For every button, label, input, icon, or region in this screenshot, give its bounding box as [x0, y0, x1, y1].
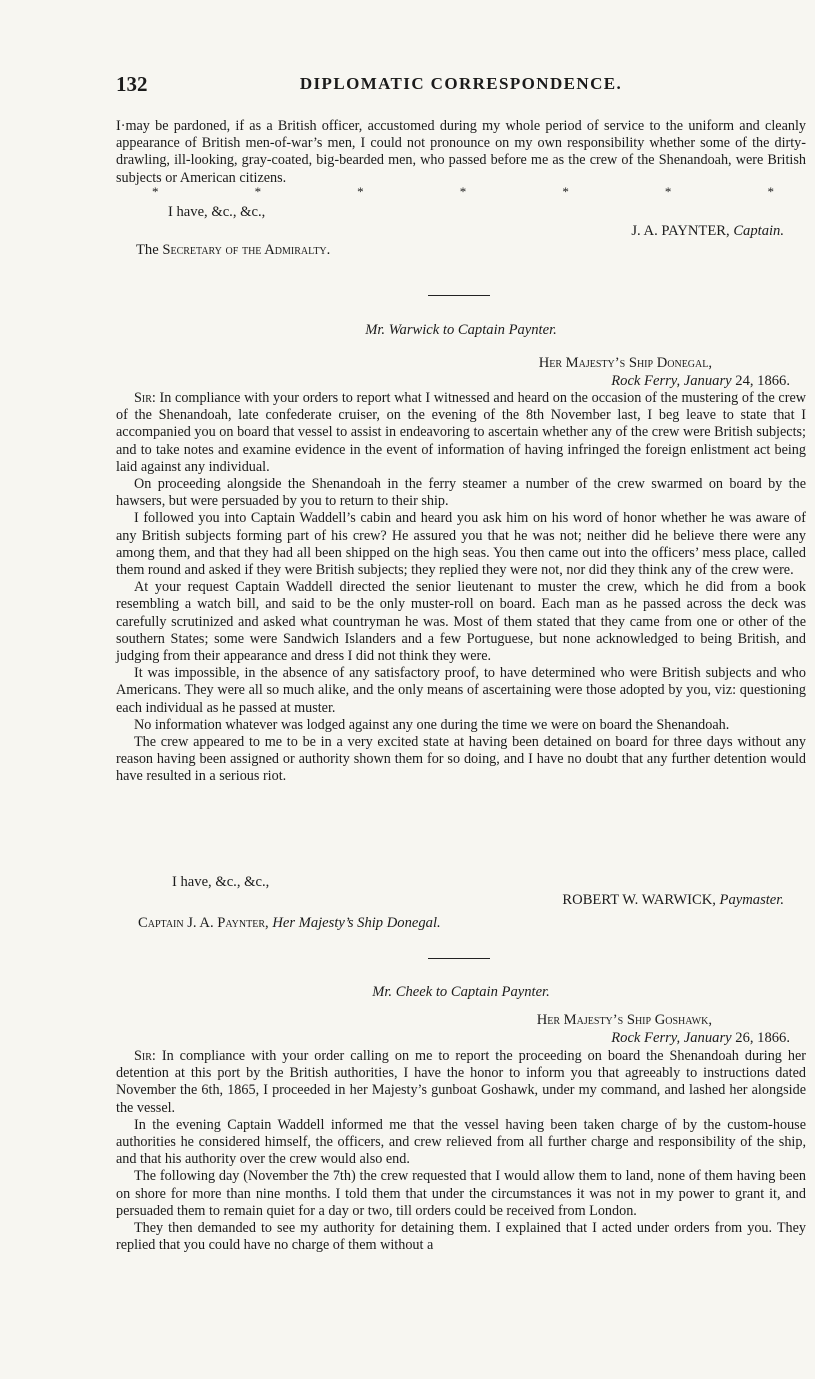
letter1-paragraph: The crew appeared to me to be in a very excited state at having been detained on board for three days without any reason having been assigned or authority shown them for so doing, and I have no doubt that any further detention would have resulted in a serious riot. [116, 734, 806, 785]
letter1-addressee-ship: Her Majesty’s Ship Donegal. [272, 915, 441, 931]
letter1-salutation: Sir: [134, 390, 156, 406]
letter1-paragraph: On proceeding alongside the Shenandoah in the ferry steamer a number of the crew swarmed on board by the hawsers, but were persuaded by you to return to their ship. [116, 476, 806, 510]
letter1-signer-title: Paymaster. [719, 892, 784, 908]
intro-addressee [116, 241, 806, 260]
intro-block [116, 118, 806, 260]
page-number: 132 [116, 72, 148, 96]
letter1-signature [116, 892, 806, 909]
letter2-address [116, 1012, 806, 1047]
letter1-paragraph: It was impossible, in the absence of any satisfactory proof, to have determined who were British subjects and who Americans. They were all so much alike, and the only means of ascertaining were those adopted by you, viz: questioning each individual as he passed at muster. [116, 665, 806, 716]
intro-signature [116, 222, 806, 241]
letter1-place: Rock Ferry, [611, 372, 681, 389]
running-head [116, 72, 806, 98]
intro-signer-title: Captain. [733, 222, 784, 239]
letter2-month: January [683, 1029, 732, 1046]
letter1-body [116, 390, 806, 786]
intro-signer-name: J. A. PAYNTER, [631, 222, 730, 239]
letter2-dateline [116, 1030, 806, 1048]
ellipsis-stars: * * * * * * * [152, 183, 774, 199]
letter2-paragraph: They then demanded to see my authority for detaining them. I explained that I acted under orders from you. They replied that you could have no charge of them without a [116, 1220, 806, 1254]
letter2-place: Rock Ferry, [611, 1029, 681, 1046]
letter1-ship: Her Majesty’s Ship Donegal, [538, 355, 712, 371]
letter2-date: 26, 1866. [735, 1029, 790, 1046]
letter2-paragraph: The following day (November the 7th) the crew requested that I would allow them to land, none of them having been on shore for more than nine months. I told them that under the circumstances it was not in my power to grant it, and persuaded them to remain quiet for a day or two, till orders could be received from London. [116, 1168, 806, 1219]
letter2-body [116, 1048, 806, 1254]
intro-addressee-name: Secretary of the Admiralty. [162, 241, 331, 258]
letter1-title: Mr. Warwick to Captain Paynter. [365, 322, 557, 338]
letter1-paragraph: At your request Captain Waddell directed the senior lieutenant to muster the crew, which he did from a book resembling a watch bill, and said to be the only muster-roll on board. Each man as he passed across the deck was carefully scrutinized and asked what countryman he was. Most of them stated that they came from one or other of the southern States; some were Sandwich Islanders and a few Portuguese, but none acknowledged to being British, and judging from their appearance and dress I did not think they were. [116, 579, 806, 665]
page-title: DIPLOMATIC CORRESPONDENCE. [299, 74, 623, 93]
letter1-paragraph [116, 390, 806, 476]
letter2-ship: Her Majesty’s Ship Goshawk, [536, 1012, 712, 1028]
letter2-salutation: Sir: [134, 1048, 156, 1064]
letter2-paragraph [116, 1048, 806, 1117]
letter1-date: 24, 1866. [735, 372, 790, 389]
letter2-paragraph-text: In compliance with your order calling on me to report the proceeding on board the Shenandoah during her detention at this port by the British authorities, I have the honor to inform you that agreeably to instructions dated November the 6th, 1865, I proceeded in her Majesty’s gunboat Goshawk, under my command, and lashed her alongside the vessel. [116, 1048, 807, 1116]
letter2-paragraph: In the evening Captain Waddell informed me that the vessel having been taken charge of by the custom-house authorities he considered himself, the officers, and crew relieved from all further charge and responsibility of the ship, and that his authority over the crew would also end. [116, 1116, 806, 1168]
intro-addressee-prefix: The [136, 241, 159, 258]
letter1-paragraph-text: In compliance with your orders to report what I witnessed and heard on the occasion of the mustering of the crew of the Shenandoah, late confederate cruiser, on the evening of the 8th November last, I beg leave to state that I accompanied you on board that vessel to assist in endeavoring to ascertain whether any of the crew were British subjects; and to take notes and examine evidence in the event of information of having infringed the foreign enlistment act being laid against any individual. [116, 390, 806, 475]
section-divider [428, 958, 490, 959]
letter2-title: Mr. Cheek to Captain Paynter. [372, 984, 550, 1000]
letter1-signer-name: ROBERT W. WARWICK, [562, 892, 716, 908]
letter1-addressee [116, 915, 815, 932]
letter1-address [116, 355, 806, 390]
intro-closing: I have, &c., &c., [168, 203, 266, 220]
letter1-paragraph: I followed you into Captain Waddell’s cabin and heard you ask him on his word of honor whether he was aware of any British subjects forming part of his crew? He assured you that he was not; neither did he believe there were any among them, and that they had all been shipped on the high seas. You then came out into the officers’ mess place, called them round and asked if they were British subjects; they replied they were not, nor did they think any of the crew were. [116, 510, 806, 579]
letter1-dateline [116, 373, 806, 391]
letter1-paragraph: No information whatever was lodged against any one during the time we were on board the Shenandoah. [134, 716, 730, 733]
intro-paragraph: I·may be pardoned, if as a British officer, accustomed during my whole period of service to the uniform and cleanly appearance of British men-of-war’s men, I could not pronounce on my own responsibility whether some of the dirty-drawling, ill-looking, gray-coated, big-bearded men, who passed before me as the crew of the Shenandoah, were British subjects or American citizens. [116, 118, 806, 186]
letter1-month: January [683, 372, 732, 389]
section-divider [428, 295, 490, 296]
letter1-addressee-name: Captain J. A. Paynter, [138, 915, 269, 931]
letter1-closing: I have, &c., &c., [172, 874, 270, 890]
